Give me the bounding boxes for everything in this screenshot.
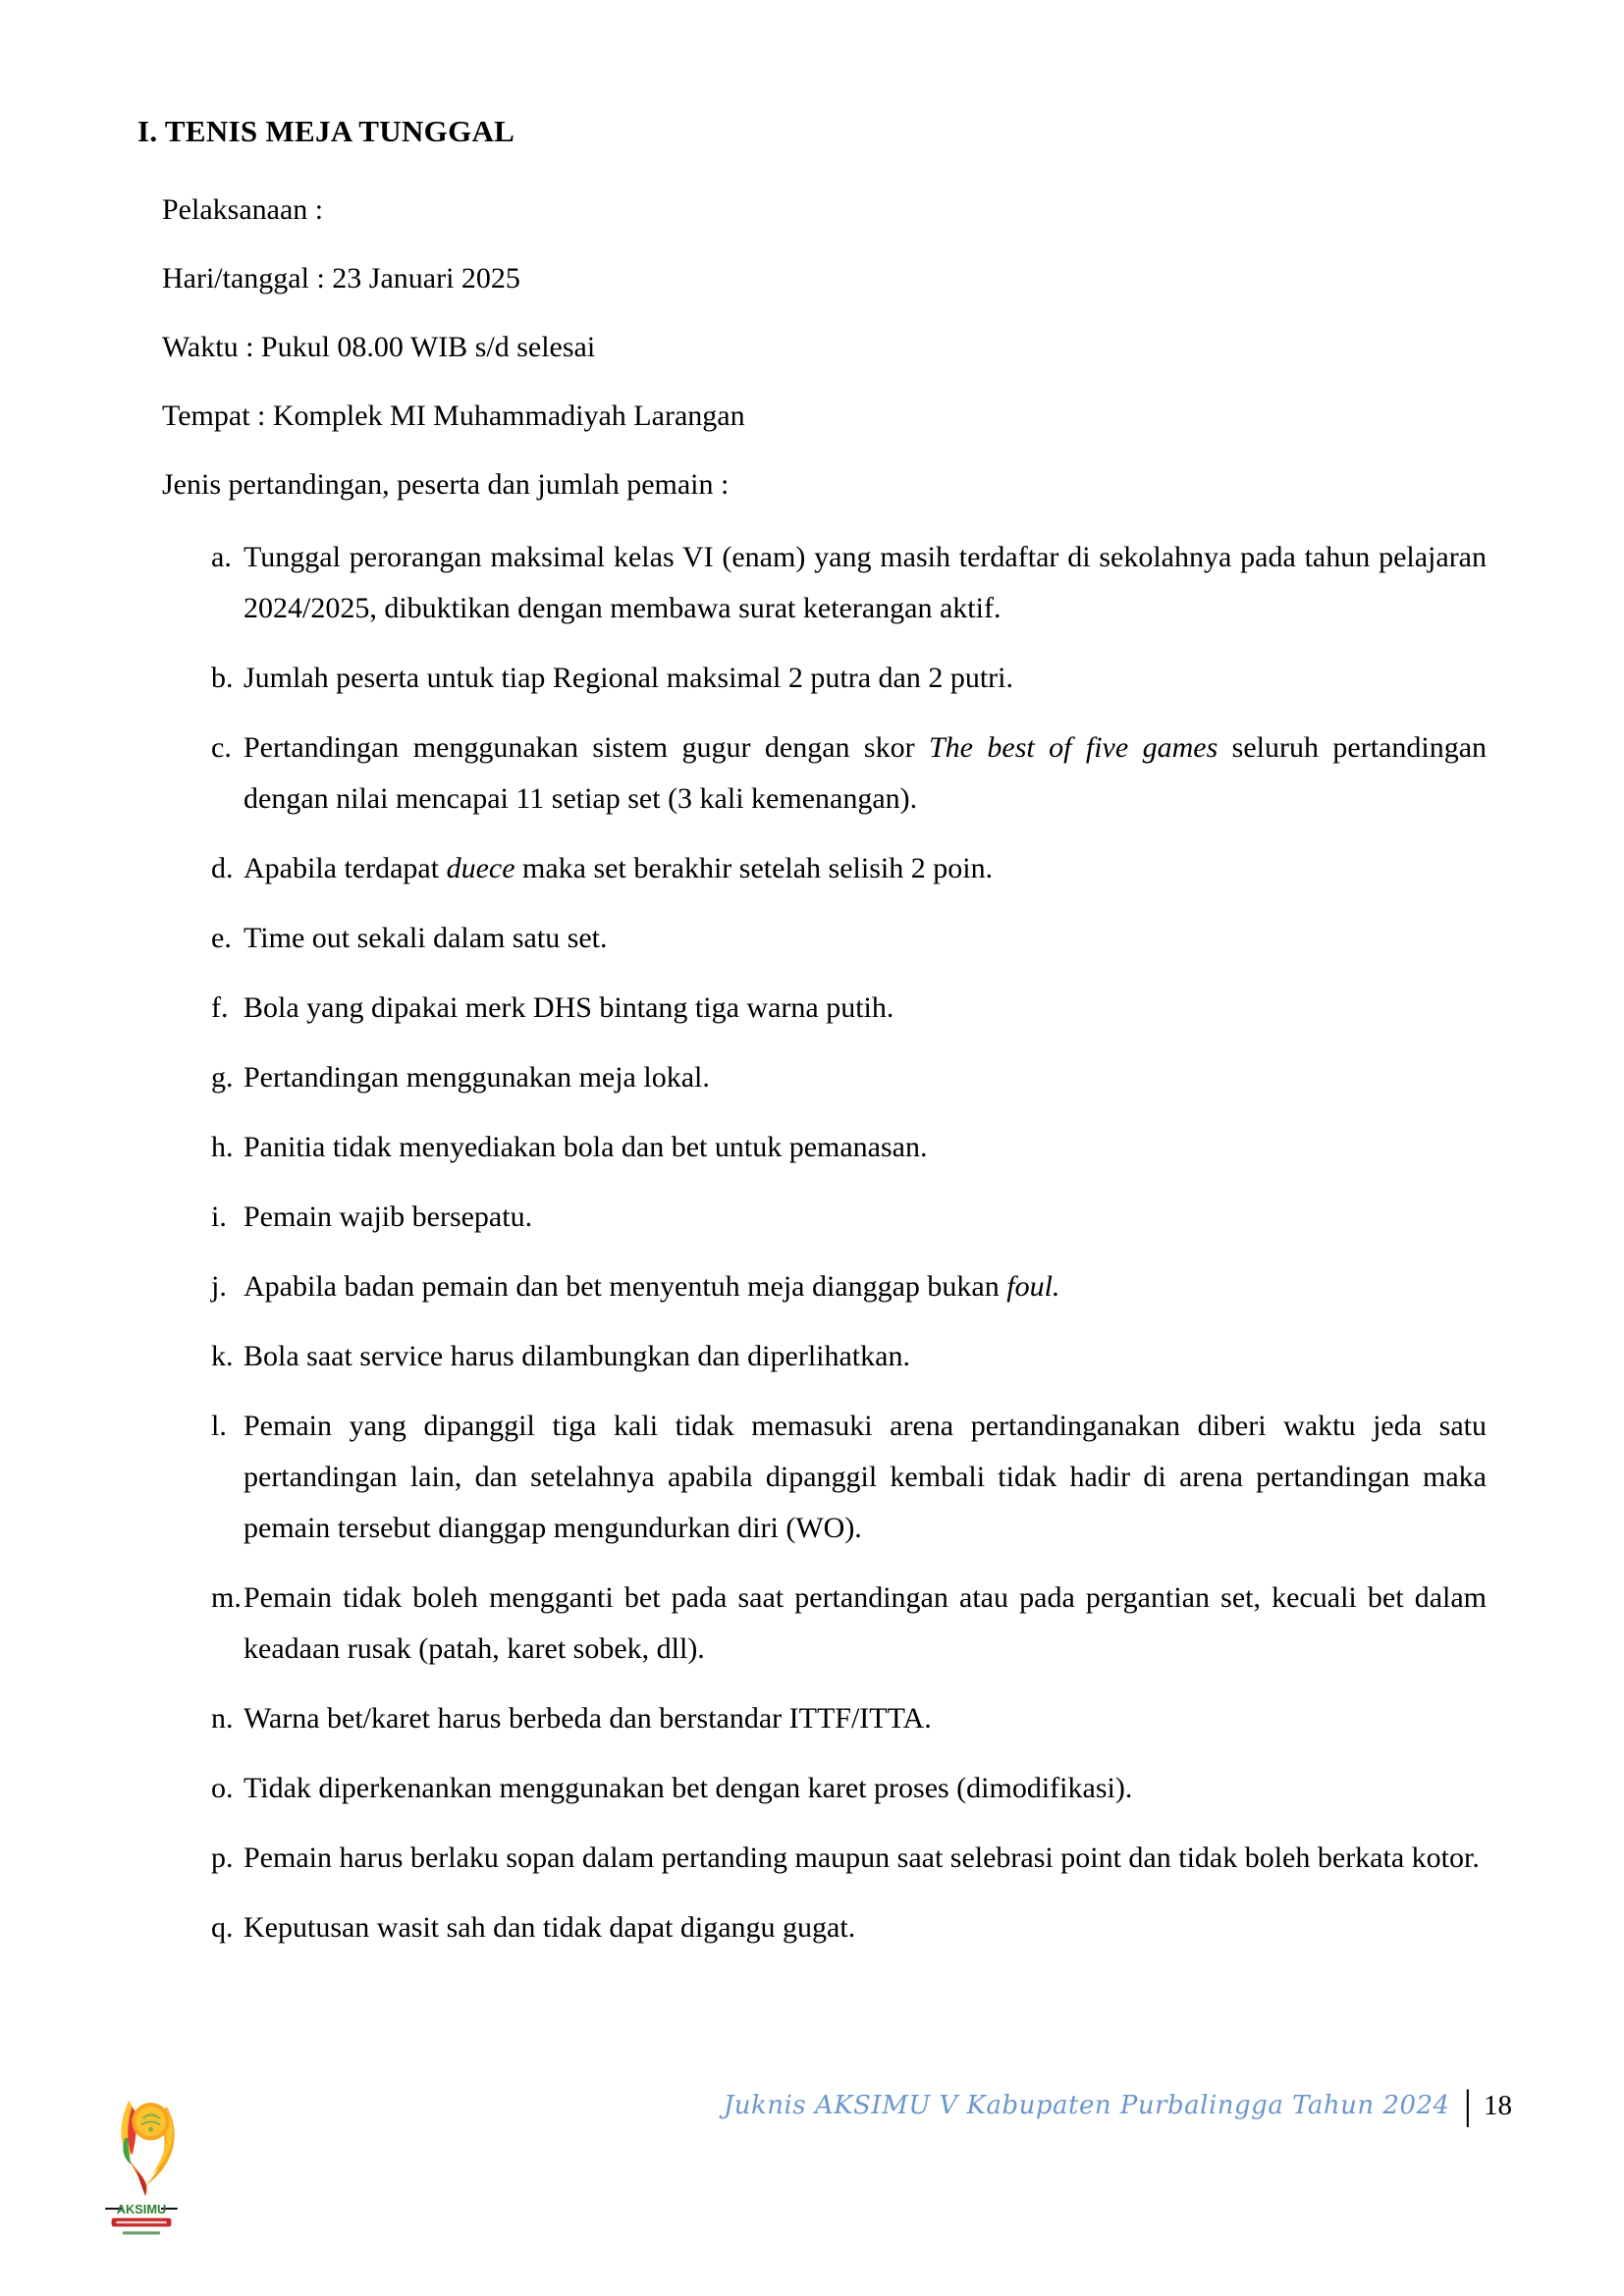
list-item <box>211 1902 1487 1953</box>
list-item <box>211 1693 1487 1744</box>
list-item-text: Tunggal perorangan maksimal kelas VI (enam) yang masih terdaftar di sekolahnya pada tahun pelajaran 2024/2025, dibuktikan dengan membawa surat keterangan aktif. <box>244 541 1487 624</box>
list-marker: l. <box>211 1410 227 1442</box>
list-item <box>211 1261 1487 1312</box>
list-item-text: Pemain tidak boleh mengganti bet pada saat pertandingan atau pada pergantian set, kecuali bet dalam keadaan rusak (patah, karet sobek, dll). <box>244 1581 1487 1665</box>
list-item <box>211 1331 1487 1382</box>
list-marker: b. <box>211 662 234 694</box>
list-item-text: Pertandingan menggunakan sistem gugur dengan skor The best of five games seluruh pertandingan dengan nilai mencapai 11 setiap set (3 kali kemenangan). <box>244 731 1488 815</box>
list-item <box>211 1833 1487 1884</box>
list-item <box>211 843 1487 894</box>
list-item-text: Tidak diperkenankan menggunakan bet dengan karet proses (dimodifikasi). <box>244 1772 1133 1804</box>
intro-line-tempat: Tempat : Komplek MI Muhammadiyah Larangan <box>162 400 745 432</box>
list-item <box>211 653 1487 704</box>
list-item <box>211 1573 1487 1675</box>
list-marker: h. <box>211 1131 234 1163</box>
rules-list <box>211 532 1487 1953</box>
list-item-text: Pemain wajib bersepatu. <box>244 1201 533 1233</box>
list-item <box>211 1052 1487 1103</box>
list-marker: a. <box>211 541 232 573</box>
page-title: I. TENIS MEJA TUNGGAL <box>137 114 515 148</box>
list-marker: o. <box>211 1772 234 1804</box>
list-marker: n. <box>211 1702 234 1735</box>
footer-brand-text: Juknis AKSIMU V Kabupaten Purbalingga Tahun 2024 <box>723 2091 1450 2120</box>
aksimu-logo-graphic <box>102 2093 181 2246</box>
document-body <box>137 114 1487 1972</box>
intro-line-hari-tanggal: Hari/tanggal : 23 Januari 2025 <box>162 262 520 294</box>
list-item-text: Jumlah peserta untuk tiap Regional maksimal 2 putra dan 2 putri. <box>244 662 1013 694</box>
footer-separator: | <box>1463 2083 1472 2128</box>
list-marker: k. <box>211 1340 234 1372</box>
list-item-text: Bola saat service harus dilambungkan dan diperlihatkan. <box>244 1340 910 1372</box>
list-marker: d. <box>211 852 234 884</box>
list-item <box>211 913 1487 964</box>
list-marker: j. <box>211 1270 227 1303</box>
list-item-text: Pemain yang dipanggil tiga kali tidak memasuki arena pertandinganakan diberi waktu jeda satu pertandingan lain, dan setelahnya apabila dipanggil kembali tidak hadir di arena pertandingan maka pemain tersebut dianggap mengundurkan diri (WO). <box>244 1410 1487 1544</box>
list-item-text: Apabila badan pemain dan bet menyentuh meja dianggap bukan foul. <box>244 1270 1060 1303</box>
list-item <box>211 1401 1487 1554</box>
list-marker: i. <box>211 1201 227 1233</box>
list-marker: f. <box>211 991 229 1024</box>
intro-line-waktu: Waktu : Pukul 08.00 WIB s/d selesai <box>162 331 596 363</box>
list-item-text: Apabila terdapat duece maka set berakhir setelah selisih 2 poin. <box>244 852 994 884</box>
list-item <box>211 1122 1487 1173</box>
list-item-text: Pertandingan menggunakan meja lokal. <box>244 1061 710 1094</box>
list-item-text: Bola yang dipakai merk DHS bintang tiga warna putih. <box>244 991 894 1024</box>
page-footer <box>724 2085 1512 2126</box>
list-marker: m. <box>211 1581 242 1614</box>
list-marker: q. <box>211 1911 234 1944</box>
list-item-text: Panitia tidak menyediakan bola dan bet untuk pemanasan. <box>244 1131 928 1163</box>
list-item-text: Keputusan wasit sah dan tidak dapat digangu gugat. <box>244 1911 856 1944</box>
intro-line-pelaksanaan: Pelaksanaan : <box>162 193 324 226</box>
intro-line-jenis: Jenis pertandingan, peserta dan jumlah pemain : <box>162 468 730 501</box>
list-marker: c. <box>211 731 232 764</box>
aksimu-logo <box>102 2093 181 2246</box>
list-item <box>211 722 1487 825</box>
list-item <box>211 532 1487 634</box>
list-marker: g. <box>211 1061 234 1094</box>
list-item <box>211 1192 1487 1243</box>
intro-section <box>137 185 1487 510</box>
list-item-text: Time out sekali dalam satu set. <box>244 922 608 954</box>
list-marker: e. <box>211 922 232 954</box>
list-marker: p. <box>211 1842 234 1874</box>
list-item-text: Warna bet/karet harus berbeda dan berstandar ITTF/ITTA. <box>244 1702 932 1735</box>
page-number: 18 <box>1484 2089 1512 2121</box>
list-item-text: Pemain harus berlaku sopan dalam pertanding maupun saat selebrasi point dan tidak boleh berkata kotor. <box>244 1842 1480 1874</box>
logo-text: AKSIMU <box>116 2201 167 2216</box>
list-item <box>211 1763 1487 1814</box>
list-item <box>211 983 1487 1034</box>
